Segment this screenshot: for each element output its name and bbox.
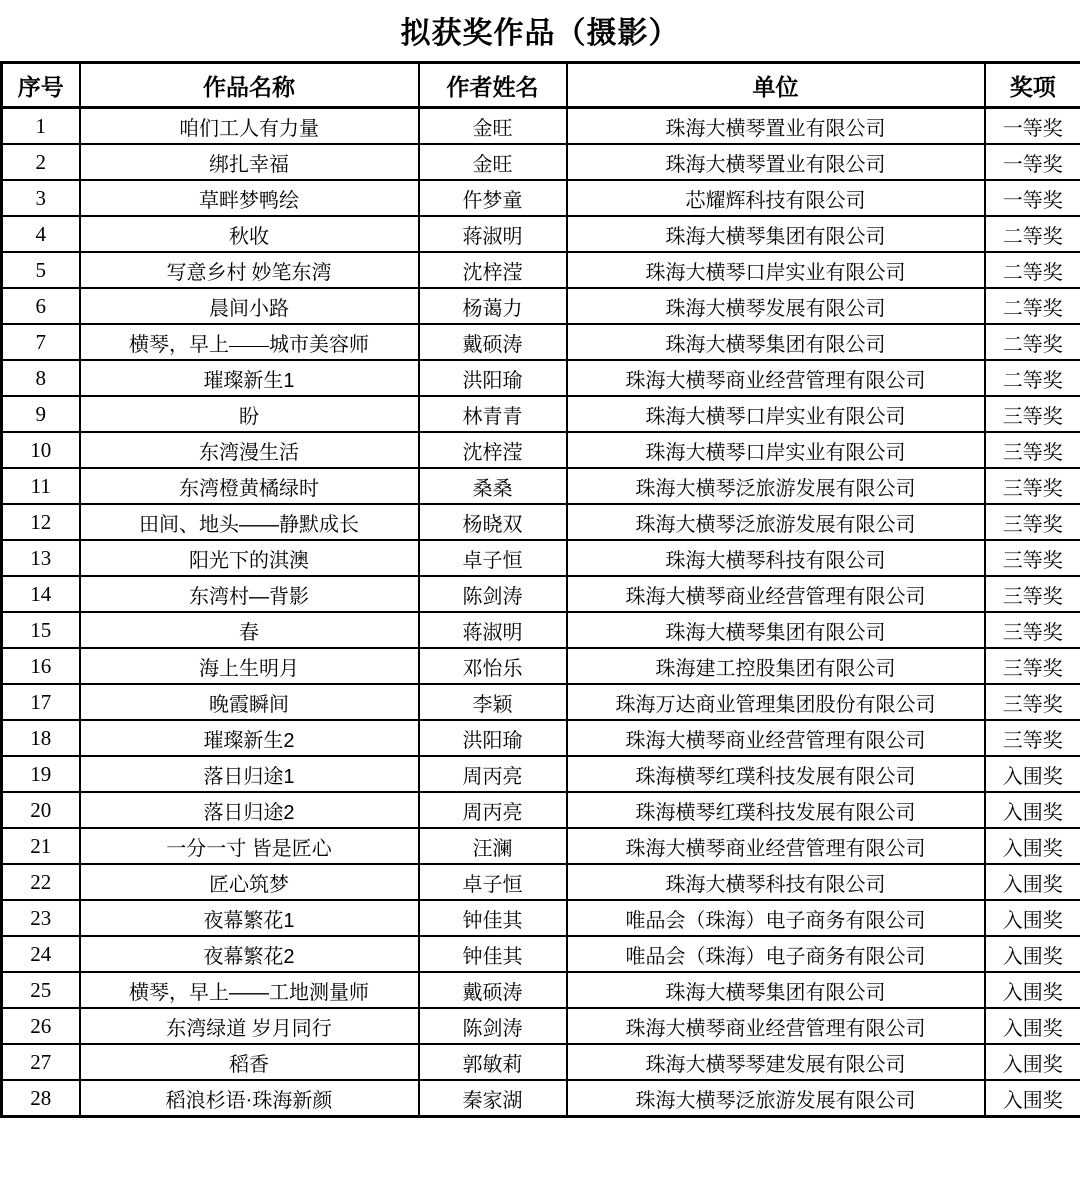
cell-author-name: 汪澜 bbox=[419, 828, 567, 864]
cell-author-name: 蒋淑明 bbox=[419, 216, 567, 252]
cell-organization: 珠海大横琴泛旅游发展有限公司 bbox=[567, 468, 985, 504]
cell-serial-number: 28 bbox=[2, 1080, 80, 1117]
cell-award-level: 三等奖 bbox=[985, 576, 1080, 612]
cell-work-title: 秋收 bbox=[80, 216, 419, 252]
cell-award-level: 入围奖 bbox=[985, 864, 1080, 900]
cell-award-level: 入围奖 bbox=[985, 756, 1080, 792]
header-row bbox=[2, 63, 1080, 108]
cell-serial-number: 26 bbox=[2, 1008, 80, 1044]
cell-award-level: 一等奖 bbox=[985, 180, 1080, 216]
table-row bbox=[2, 540, 1080, 576]
cell-award-level: 二等奖 bbox=[985, 288, 1080, 324]
cell-author-name: 秦家湖 bbox=[419, 1080, 567, 1117]
cell-author-name: 杨晓双 bbox=[419, 504, 567, 540]
cell-author-name: 金旺 bbox=[419, 108, 567, 145]
col-header-award: 奖项 bbox=[985, 63, 1080, 108]
page-title: 拟获奖作品（摄影） bbox=[0, 8, 1080, 52]
cell-author-name: 蒋淑明 bbox=[419, 612, 567, 648]
table-row bbox=[2, 612, 1080, 648]
cell-work-title: 草畔梦鸭绘 bbox=[80, 180, 419, 216]
cell-serial-number: 2 bbox=[2, 144, 80, 180]
cell-author-name: 邓怡乐 bbox=[419, 648, 567, 684]
cell-organization: 珠海大横琴集团有限公司 bbox=[567, 324, 985, 360]
cell-award-level: 三等奖 bbox=[985, 396, 1080, 432]
cell-work-title: 东湾村—背影 bbox=[80, 576, 419, 612]
cell-author-name: 陈剑涛 bbox=[419, 576, 567, 612]
cell-author-name: 杨蔼力 bbox=[419, 288, 567, 324]
cell-organization: 珠海大横琴集团有限公司 bbox=[567, 612, 985, 648]
cell-organization: 芯耀辉科技有限公司 bbox=[567, 180, 985, 216]
cell-award-level: 三等奖 bbox=[985, 720, 1080, 756]
cell-author-name: 卓子恒 bbox=[419, 540, 567, 576]
cell-organization: 珠海大横琴泛旅游发展有限公司 bbox=[567, 1080, 985, 1117]
table-row bbox=[2, 468, 1080, 504]
cell-serial-number: 21 bbox=[2, 828, 80, 864]
cell-organization: 珠海大横琴口岸实业有限公司 bbox=[567, 396, 985, 432]
cell-work-title: 春 bbox=[80, 612, 419, 648]
table-row bbox=[2, 432, 1080, 468]
cell-work-title: 盼 bbox=[80, 396, 419, 432]
cell-organization: 珠海大横琴集团有限公司 bbox=[567, 216, 985, 252]
col-header-work: 作品名称 bbox=[80, 63, 419, 108]
table-row bbox=[2, 792, 1080, 828]
cell-award-level: 三等奖 bbox=[985, 504, 1080, 540]
cell-award-level: 入围奖 bbox=[985, 792, 1080, 828]
table-row bbox=[2, 756, 1080, 792]
cell-organization: 珠海大横琴商业经营管理有限公司 bbox=[567, 576, 985, 612]
cell-serial-number: 10 bbox=[2, 432, 80, 468]
col-header-no: 序号 bbox=[2, 63, 80, 108]
table-row bbox=[2, 720, 1080, 756]
cell-serial-number: 12 bbox=[2, 504, 80, 540]
cell-work-title: 横琴，早上——城市美容师 bbox=[80, 324, 419, 360]
cell-award-level: 二等奖 bbox=[985, 360, 1080, 396]
table-row bbox=[2, 252, 1080, 288]
cell-award-level: 入围奖 bbox=[985, 972, 1080, 1008]
cell-organization: 珠海大横琴集团有限公司 bbox=[567, 972, 985, 1008]
cell-organization: 珠海大横琴科技有限公司 bbox=[567, 864, 985, 900]
cell-serial-number: 16 bbox=[2, 648, 80, 684]
cell-award-level: 三等奖 bbox=[985, 684, 1080, 720]
document-page bbox=[0, 8, 1080, 1118]
cell-work-title: 一分一寸 皆是匠心 bbox=[80, 828, 419, 864]
cell-award-level: 三等奖 bbox=[985, 468, 1080, 504]
cell-serial-number: 7 bbox=[2, 324, 80, 360]
cell-organization: 珠海大横琴商业经营管理有限公司 bbox=[567, 360, 985, 396]
cell-organization: 唯品会（珠海）电子商务有限公司 bbox=[567, 936, 985, 972]
cell-work-title: 落日归途2 bbox=[80, 792, 419, 828]
cell-work-title: 匠心筑梦 bbox=[80, 864, 419, 900]
table-row bbox=[2, 648, 1080, 684]
cell-work-title: 稻浪杉语·珠海新颜 bbox=[80, 1080, 419, 1117]
col-header-author: 作者姓名 bbox=[419, 63, 567, 108]
cell-work-title: 咱们工人有力量 bbox=[80, 108, 419, 145]
cell-work-title: 晚霞瞬间 bbox=[80, 684, 419, 720]
cell-serial-number: 13 bbox=[2, 540, 80, 576]
cell-serial-number: 6 bbox=[2, 288, 80, 324]
cell-serial-number: 25 bbox=[2, 972, 80, 1008]
table-row bbox=[2, 684, 1080, 720]
table-row bbox=[2, 504, 1080, 540]
cell-award-level: 一等奖 bbox=[985, 144, 1080, 180]
cell-organization: 珠海横琴红璞科技发展有限公司 bbox=[567, 792, 985, 828]
cell-organization: 珠海大横琴置业有限公司 bbox=[567, 144, 985, 180]
cell-author-name: 周丙亮 bbox=[419, 756, 567, 792]
cell-award-level: 入围奖 bbox=[985, 900, 1080, 936]
cell-work-title: 绑扎幸福 bbox=[80, 144, 419, 180]
cell-work-title: 璀璨新生2 bbox=[80, 720, 419, 756]
cell-work-title: 稻香 bbox=[80, 1044, 419, 1080]
table-row bbox=[2, 936, 1080, 972]
cell-organization: 珠海大横琴口岸实业有限公司 bbox=[567, 252, 985, 288]
table-row bbox=[2, 324, 1080, 360]
cell-organization: 珠海大横琴泛旅游发展有限公司 bbox=[567, 504, 985, 540]
cell-organization: 珠海大横琴口岸实业有限公司 bbox=[567, 432, 985, 468]
table-row bbox=[2, 900, 1080, 936]
cell-serial-number: 1 bbox=[2, 108, 80, 145]
cell-organization: 珠海大横琴商业经营管理有限公司 bbox=[567, 1008, 985, 1044]
cell-award-level: 一等奖 bbox=[985, 108, 1080, 145]
cell-work-title: 田间、地头——静默成长 bbox=[80, 504, 419, 540]
cell-serial-number: 5 bbox=[2, 252, 80, 288]
cell-work-title: 东湾漫生活 bbox=[80, 432, 419, 468]
cell-work-title: 横琴，早上——工地测量师 bbox=[80, 972, 419, 1008]
cell-author-name: 郭敏莉 bbox=[419, 1044, 567, 1080]
cell-organization: 珠海大横琴置业有限公司 bbox=[567, 108, 985, 145]
table-row bbox=[2, 972, 1080, 1008]
table-row bbox=[2, 828, 1080, 864]
table-row bbox=[2, 576, 1080, 612]
cell-award-level: 二等奖 bbox=[985, 216, 1080, 252]
cell-serial-number: 15 bbox=[2, 612, 80, 648]
table-row bbox=[2, 360, 1080, 396]
cell-serial-number: 20 bbox=[2, 792, 80, 828]
cell-author-name: 陈剑涛 bbox=[419, 1008, 567, 1044]
cell-serial-number: 19 bbox=[2, 756, 80, 792]
cell-work-title: 晨间小路 bbox=[80, 288, 419, 324]
cell-work-title: 写意乡村 妙笔东湾 bbox=[80, 252, 419, 288]
cell-award-level: 三等奖 bbox=[985, 648, 1080, 684]
cell-author-name: 戴硕涛 bbox=[419, 972, 567, 1008]
cell-author-name: 卓子恒 bbox=[419, 864, 567, 900]
cell-organization: 珠海大横琴琴建发展有限公司 bbox=[567, 1044, 985, 1080]
cell-serial-number: 17 bbox=[2, 684, 80, 720]
cell-award-level: 三等奖 bbox=[985, 612, 1080, 648]
awards-table bbox=[0, 61, 1080, 1118]
cell-author-name: 桑桑 bbox=[419, 468, 567, 504]
table-row bbox=[2, 216, 1080, 252]
cell-serial-number: 3 bbox=[2, 180, 80, 216]
cell-author-name: 仵梦童 bbox=[419, 180, 567, 216]
cell-author-name: 林青青 bbox=[419, 396, 567, 432]
cell-organization: 珠海大横琴科技有限公司 bbox=[567, 540, 985, 576]
table-row bbox=[2, 288, 1080, 324]
cell-serial-number: 23 bbox=[2, 900, 80, 936]
cell-author-name: 沈梓滢 bbox=[419, 252, 567, 288]
table-body bbox=[2, 108, 1080, 1117]
table-row bbox=[2, 864, 1080, 900]
cell-organization: 珠海大横琴发展有限公司 bbox=[567, 288, 985, 324]
cell-organization: 珠海大横琴商业经营管理有限公司 bbox=[567, 828, 985, 864]
cell-award-level: 入围奖 bbox=[985, 936, 1080, 972]
cell-author-name: 李颖 bbox=[419, 684, 567, 720]
cell-author-name: 钟佳其 bbox=[419, 936, 567, 972]
cell-award-level: 入围奖 bbox=[985, 1080, 1080, 1117]
cell-author-name: 金旺 bbox=[419, 144, 567, 180]
cell-work-title: 海上生明月 bbox=[80, 648, 419, 684]
cell-award-level: 入围奖 bbox=[985, 1008, 1080, 1044]
table-row bbox=[2, 396, 1080, 432]
table-row bbox=[2, 180, 1080, 216]
cell-award-level: 三等奖 bbox=[985, 540, 1080, 576]
cell-serial-number: 27 bbox=[2, 1044, 80, 1080]
cell-award-level: 二等奖 bbox=[985, 252, 1080, 288]
cell-serial-number: 9 bbox=[2, 396, 80, 432]
table-header bbox=[2, 63, 1080, 108]
table-row bbox=[2, 1008, 1080, 1044]
cell-author-name: 洪阳瑜 bbox=[419, 360, 567, 396]
cell-award-level: 二等奖 bbox=[985, 324, 1080, 360]
cell-author-name: 周丙亮 bbox=[419, 792, 567, 828]
cell-author-name: 钟佳其 bbox=[419, 900, 567, 936]
cell-serial-number: 24 bbox=[2, 936, 80, 972]
cell-work-title: 璀璨新生1 bbox=[80, 360, 419, 396]
cell-serial-number: 8 bbox=[2, 360, 80, 396]
cell-award-level: 入围奖 bbox=[985, 1044, 1080, 1080]
cell-serial-number: 18 bbox=[2, 720, 80, 756]
cell-award-level: 入围奖 bbox=[985, 828, 1080, 864]
cell-serial-number: 4 bbox=[2, 216, 80, 252]
cell-serial-number: 14 bbox=[2, 576, 80, 612]
cell-author-name: 戴硕涛 bbox=[419, 324, 567, 360]
cell-work-title: 夜幕繁花2 bbox=[80, 936, 419, 972]
cell-organization: 珠海万达商业管理集团股份有限公司 bbox=[567, 684, 985, 720]
cell-serial-number: 22 bbox=[2, 864, 80, 900]
cell-work-title: 夜幕繁花1 bbox=[80, 900, 419, 936]
col-header-unit: 单位 bbox=[567, 63, 985, 108]
cell-work-title: 落日归途1 bbox=[80, 756, 419, 792]
cell-organization: 珠海大横琴商业经营管理有限公司 bbox=[567, 720, 985, 756]
cell-work-title: 东湾橙黄橘绿时 bbox=[80, 468, 419, 504]
cell-work-title: 阳光下的淇澳 bbox=[80, 540, 419, 576]
cell-award-level: 三等奖 bbox=[985, 432, 1080, 468]
cell-author-name: 沈梓滢 bbox=[419, 432, 567, 468]
table-row bbox=[2, 1080, 1080, 1117]
cell-organization: 唯品会（珠海）电子商务有限公司 bbox=[567, 900, 985, 936]
table-row bbox=[2, 144, 1080, 180]
table-row bbox=[2, 1044, 1080, 1080]
cell-organization: 珠海横琴红璞科技发展有限公司 bbox=[567, 756, 985, 792]
cell-serial-number: 11 bbox=[2, 468, 80, 504]
cell-author-name: 洪阳瑜 bbox=[419, 720, 567, 756]
cell-organization: 珠海建工控股集团有限公司 bbox=[567, 648, 985, 684]
table-row bbox=[2, 108, 1080, 145]
cell-work-title: 东湾绿道 岁月同行 bbox=[80, 1008, 419, 1044]
